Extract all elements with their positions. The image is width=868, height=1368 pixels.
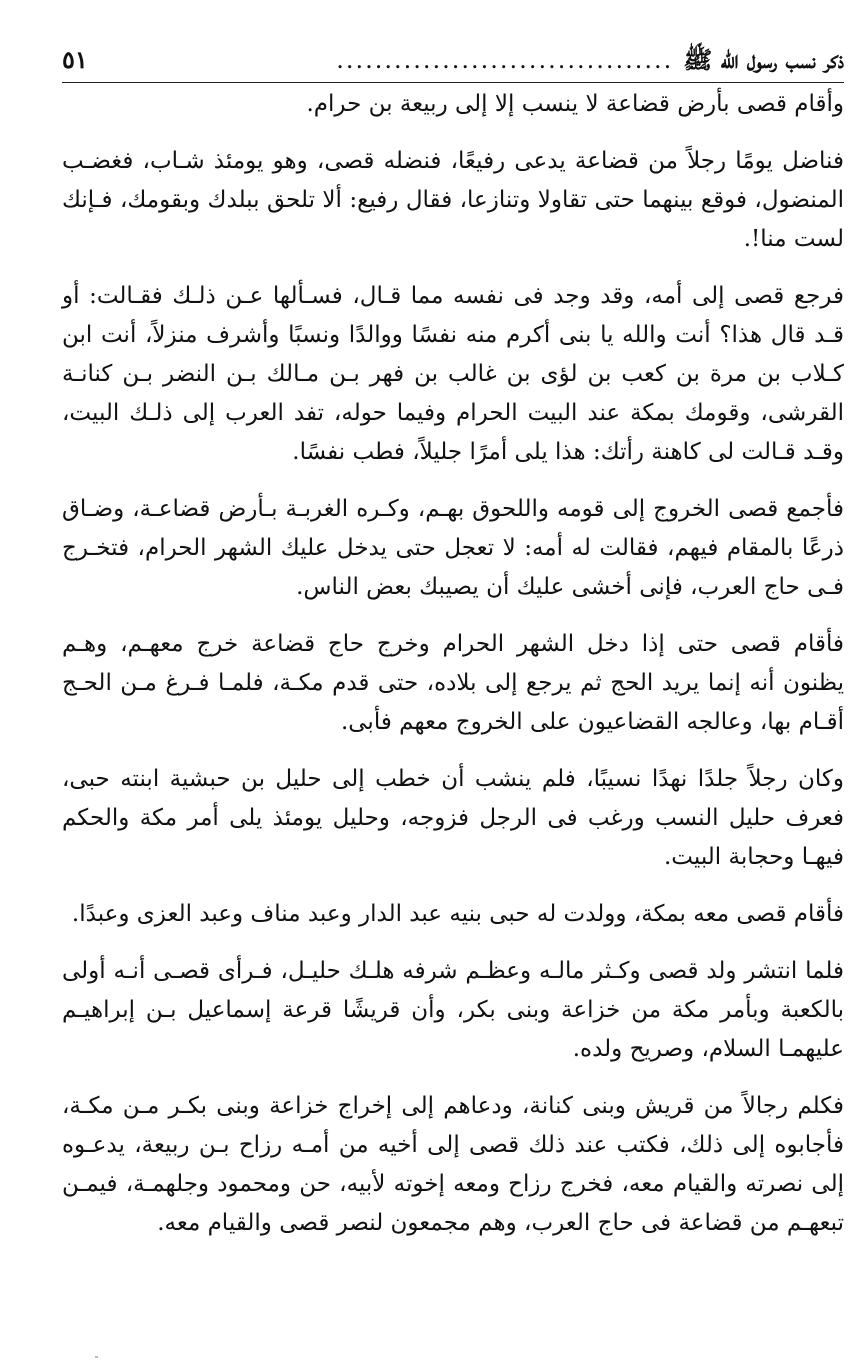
paragraph: وأقام قصى بأرض قضاعة لا ينسب إلا إلى ربيعة بن حرام. [306,91,844,117]
leader-dots: ................................... [336,46,674,74]
paragraph: فرجع قصى إلى أمه، وقد وجد فى نفسه مما قـال، فسـألها عـن ذلـك فقـالت: أو قـد قال هذا؟ أنت والله يا بنى أكرم منه نفسًا ووالدًا ونسبًا وأشرف منزلاً، أنت ابن كـلاب بن مرة بن كعب بن لؤى بن غالب بن فهر بـن مـالك بـن النضر بـن كنانـة القرشى، وقومك بمكة عند البيت الحرام وفيما حوله، تفد العرب إلى ذلـك البيت، وقـد قـالت لى كاهنة رأتك: هذا يلى أمرًا جليلاً، فطب نفسًا. [62,283,844,465]
paragraph: فكلم رجالاً من قريش وبنى كنانة، ودعاهم إلى إخراج خزاعة وبنى بكـر مـن مكـة، فأجابوه إلى ذلك، فكتب عند ذلك قصى إلى أخيه من أمـه رزاح بـن ربيعة، يدعـوه إلى نصرته والقيام معه، فخرج رزاح ومعه إخوته لأبيه، حن ومحمود وجلهمـة، فيمـن تبعهـم من قضاعة فى حاج العرب، وهم مجمعون لنصر قصى والقيام معه. [62,1093,844,1236]
paragraph: فناضل يومًا رجلاً من قضاعة يدعى رفيعًا، فنضله قصى، وهو يومئذ شـاب، فغضـب المنضول، فوقع بينهما حتى تقاولا وتنازعا، فقال رفيع: ألا تلحق ببلدك وبقومك، فـإنك لست منا!. [62,148,844,252]
book-page [62,40,844,1261]
paragraph: وكان رجلاً جلدًا نهدًا نسيبًا، فلم ينشب أن خطب إلى حليل بن حبشية ابنته حبى، فعرف حليل النسب ورغب فى الرجل فزوجه، وحليل يومئذ يلى أمر مكة والحكم فيهـا وحجابة البيت. [62,766,844,870]
page-number: ٥١ [62,45,88,74]
paragraph: فلما انتشر ولد قصى وكـثر مالـه وعظـم شرفه هلـك حليـل، فـرأى قصـى أنـه أولى بالكعبة وبأمر مكة من خزاعة وبنى بكر، وأن قريشًا قرعة إسماعيل بـن إبراهيـم عليهمـا السلام، وصريح ولده. [62,958,844,1062]
running-header [62,40,844,83]
paragraph: فأقام قصى حتى إذا دخل الشهر الحرام وخرج حاج قضاعة خرج معهـم، وهـم يظنون أنه إنما يريد الحج ثم يرجع إلى بلاده، حتى قدم مكـة، فلمـا فـرغ مـن الحـج أقـام بها، وعالجه القضاعيون على الخروج معهم فأبى. [62,631,844,735]
scan-speck [95,1356,98,1358]
chapter-title: ذكر نسب رسول الله ﷺ [683,45,844,74]
paragraph: فأجمع قصى الخروج إلى قومه واللحوق بهـم، وكـره الغربـة بـأرض قضاعـة، وضـاق ذرعًا بالمقام فيهم، فقالت له أمه: لا تعجل حتى يدخل عليك الشهر الحرام، فتخـرج فـى حاج العرب، فإنى أخشى عليك أن يصيبك بعض الناس. [62,496,844,600]
paragraph: فأقام قصى معه بمكة، وولدت له حبى بنيه عبد الدار وعبد مناف وعبد العزى وعبدًا. [71,901,844,927]
